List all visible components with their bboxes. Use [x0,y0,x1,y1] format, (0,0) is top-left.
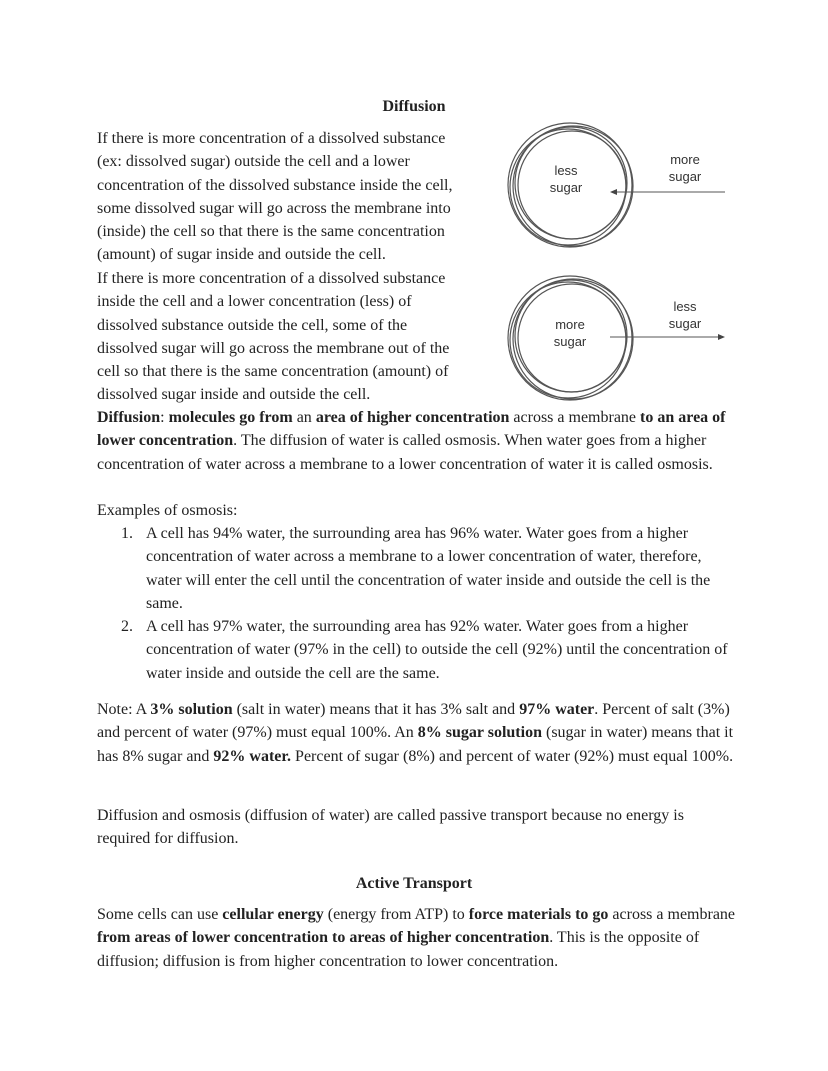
bold-text: force materials to go [468,906,609,923]
examples-title: Examples of osmosis: [97,502,238,519]
text: an [292,409,316,426]
bold-text: molecules go from [168,409,293,426]
text-line: If there is more concentration of a dissolved substance [97,270,446,287]
inside-label: more [555,317,585,332]
text-line: (ex: dissolved sugar) outside the cell and a lower [97,153,410,171]
text: . Percent of salt (3%) and percent of water (97%) must equal 100%. An [97,701,730,742]
text-line: concentration of the dissolved substance inside the cell, [97,176,453,194]
list-item-text: A cell has 97% water, the surrounding area has 92% water. Water goes from a higher concentration of water (97% in the cell) to outside the cell (92%) until the concentration of water inside and outside the cell are the same. [146,618,728,682]
bold-text: 3% solution [150,701,233,718]
outside-label: more [670,152,700,167]
examples-list [97,522,737,685]
outside-label: sugar [668,316,702,331]
text: (energy from ATP) to [323,906,469,923]
text: : [160,409,169,426]
text-line: some dissolved sugar will go across the membrane into [97,199,451,217]
intro-paragraph-inside [97,267,497,407]
diagram-sugar-leaving-cell [500,270,740,405]
text: (salt in water) means that it has 3% salt and [232,701,520,718]
list-number: 2. [121,618,133,636]
term-diffusion: Diffusion [97,409,161,426]
text-line: If there is more concentration of a dissolved substance [97,130,446,147]
list-number: 1. [121,525,133,542]
text-line: (inside) the cell so that there is the same concentration [97,223,445,241]
text-line: cell so that there is the same concentration (amount) of [97,363,449,381]
list-item [97,615,737,685]
diffusion-definition [97,406,737,476]
text: across a membrane [608,906,736,923]
inside-label: sugar [553,334,587,349]
arrow-left-icon [610,189,725,195]
text: across a membrane [509,409,641,426]
text: Percent of sugar (8%) and percent of water (92%) must equal 100%. [291,747,734,765]
outside-label: less [673,299,697,314]
bold-text: 92% water. [213,747,292,765]
text: . The diffusion of water is called osmosis. When water goes from a higher concentration of water across a membrane to a lower concentration of water it is called osmosis. [97,432,713,473]
bold-text: 97% water [519,701,595,718]
bold-text: from areas of lower concentration to areas of higher concentration [97,929,550,947]
bold-text: area of higher concentration [315,409,510,426]
list-item [97,522,737,615]
inside-label: sugar [549,180,583,195]
text-line: (amount) of sugar inside and outside the cell. [97,246,386,264]
text-line: dissolved sugar inside and outside the cell. [97,386,371,404]
text: . This is the opposite of diffusion; diffusion is from higher concentration to lower concentration. [97,929,700,970]
heading-active-transport: Active Transport [355,875,473,892]
note-paragraph [97,698,737,768]
text-line: inside the cell and a lower concentration (less) of [97,293,412,311]
passive-transport-paragraph: Diffusion and osmosis (diffusion of water) are called passive transport because no energy is required for diffusion. [97,807,684,848]
list-item-text: A cell has 94% water, the surrounding area has 96% water. Water goes from a higher concentration of water across a membrane to a lower concentration of water, therefore, water will enter the cell until the concentration of water inside and outside the cell is the same. [146,525,711,612]
inside-label: less [554,163,578,178]
bold-text: to an area of lower concentration [97,409,726,450]
text: Note: A [97,701,151,718]
active-transport-paragraph [97,903,737,973]
intro-paragraph-outside [97,127,497,267]
heading-diffusion: Diffusion [382,98,446,115]
diagram-sugar-entering-cell [500,115,740,255]
text-line: dissolved substance outside the cell, some of the [97,316,408,334]
text: Some cells can use [97,906,223,923]
bold-text: cellular energy [222,906,324,923]
text-line: dissolved sugar will go across the membrane out of the [97,339,450,357]
bold-text: 8% sugar solution [417,724,542,742]
outside-label: sugar [668,169,702,184]
text: (sugar in water) means that it has 8% sugar and [97,724,734,765]
